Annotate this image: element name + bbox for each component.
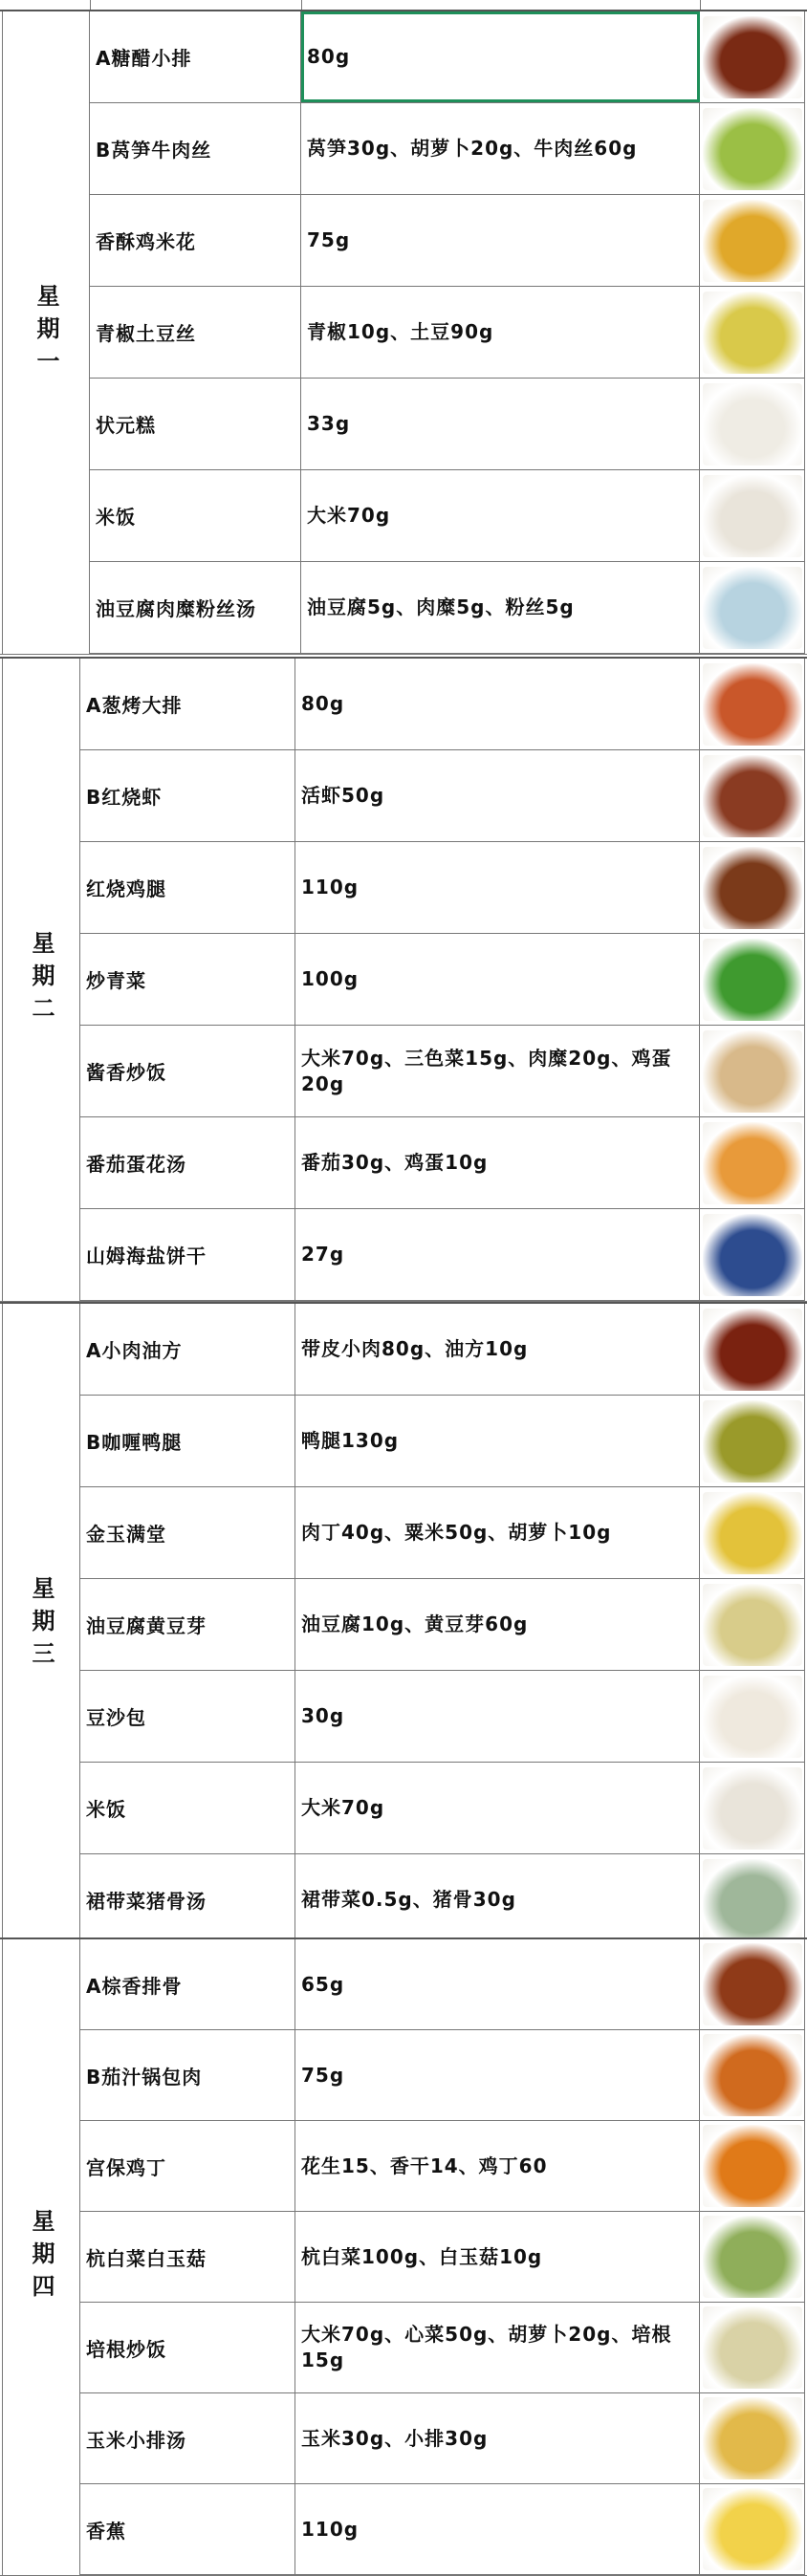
day-label: 星期一 — [33, 284, 59, 381]
dish-name-cell[interactable]: 状元糕 — [90, 379, 301, 469]
table-row — [80, 842, 805, 934]
stir-fried-greens-photo — [703, 939, 802, 1021]
ingredients-cell[interactable]: 大米70g — [301, 470, 700, 561]
braised-shrimp-photo — [703, 755, 802, 837]
dish-name-cell[interactable]: 山姆海盐饼干 — [80, 1209, 295, 1300]
table-row — [90, 11, 805, 103]
day-block-2 — [0, 657, 807, 1302]
dish-name-cell[interactable]: 杭白菜白玉菇 — [80, 2212, 295, 2302]
day-block-3 — [0, 1302, 807, 1947]
ingredients-cell[interactable]: 110g — [295, 842, 700, 933]
dish-name-cell[interactable]: 金玉满堂 — [80, 1487, 295, 1578]
day-label-cell[interactable] — [2, 1304, 80, 1946]
day-label-cell[interactable] — [2, 1939, 80, 2575]
dish-name-cell[interactable]: 油豆腐黄豆芽 — [80, 1579, 295, 1670]
table-row — [80, 2212, 805, 2303]
dish-photo-cell[interactable] — [700, 1763, 805, 1853]
braised-pork-cubes-photo — [703, 1309, 802, 1391]
rice-bowl-photo — [703, 475, 802, 557]
dish-photo-cell[interactable] — [700, 934, 805, 1025]
dish-photo-cell[interactable] — [700, 1939, 805, 2029]
braised-drumstick-photo — [703, 847, 802, 929]
dish-name-cell[interactable]: 培根炒饭 — [80, 2303, 295, 2392]
dish-name-cell[interactable]: A葱烤大排 — [80, 659, 295, 749]
dish-name-cell[interactable]: 豆沙包 — [80, 1671, 295, 1762]
table-row — [80, 1939, 805, 2030]
lettuce-beef-photo — [703, 108, 802, 190]
spare-ribs-photo — [703, 1943, 802, 2025]
dish-name-cell[interactable]: A小肉油方 — [80, 1304, 295, 1395]
dish-name-cell[interactable]: 宫保鸡丁 — [80, 2121, 295, 2211]
seaweed-bone-soup-photo — [703, 1859, 802, 1941]
ingredients-cell[interactable]: 油豆腐10g、黄豆芽60g — [295, 1579, 700, 1670]
ingredients-cell[interactable]: 75g — [301, 195, 700, 286]
tomato-egg-soup-photo — [703, 1122, 802, 1204]
day-label-cell[interactable] — [2, 659, 80, 1301]
dish-name-cell[interactable]: B莴笋牛肉丝 — [90, 103, 301, 194]
ingredients-cell[interactable]: 莴笋30g、胡萝卜20g、牛肉丝60g — [301, 103, 700, 194]
day-label: 星期四 — [28, 2208, 55, 2306]
bacon-fried-rice-photo — [703, 2306, 802, 2389]
ingredients-cell[interactable]: 65g — [295, 1939, 700, 2029]
dish-name-cell[interactable]: 米饭 — [80, 1763, 295, 1853]
day-block-1 — [0, 10, 807, 655]
dish-name-cell[interactable]: 番茄蛋花汤 — [80, 1117, 295, 1208]
day-label: 星期二 — [28, 931, 55, 1028]
ingredients-cell[interactable]: 30g — [295, 1671, 700, 1762]
dish-photo-cell[interactable] — [700, 1026, 805, 1116]
dish-name-cell[interactable]: 玉米小排汤 — [80, 2393, 295, 2483]
dish-photo-cell[interactable] — [700, 562, 805, 653]
table-row — [80, 1117, 805, 1209]
table-row — [80, 934, 805, 1026]
rice-bowl-photo — [703, 1767, 802, 1850]
ingredients-cell[interactable]: 青椒10g、土豆90g — [301, 287, 700, 378]
tofu-soup-photo — [703, 567, 802, 649]
dish-photo-cell[interactable] — [700, 1304, 805, 1395]
ingredients-cell[interactable]: 75g — [295, 2030, 700, 2120]
ingredients-cell[interactable]: 鸭腿130g — [295, 1396, 700, 1486]
dish-photo-cell[interactable] — [700, 1579, 805, 1670]
dish-name-cell[interactable]: B红烧虾 — [80, 750, 295, 841]
table-row — [80, 2393, 805, 2484]
table-row — [90, 470, 805, 562]
popcorn-chicken-photo — [703, 200, 802, 282]
dish-name-cell[interactable]: 香蕉 — [80, 2484, 295, 2574]
dish-name-cell[interactable]: 炒青菜 — [80, 934, 295, 1025]
dish-name-cell[interactable]: 红烧鸡腿 — [80, 842, 295, 933]
table-row — [90, 103, 805, 195]
dish-photo-cell[interactable] — [700, 1117, 805, 1208]
table-row — [80, 2303, 805, 2393]
dish-photo-cell[interactable] — [700, 2484, 805, 2574]
table-row — [80, 1487, 805, 1579]
selected-ingredients-cell[interactable]: 80g — [301, 11, 700, 102]
dish-photo-cell[interactable] — [700, 2121, 805, 2211]
ingredients-cell[interactable]: 玉米30g、小排30g — [295, 2393, 700, 2483]
dish-photo-cell[interactable] — [700, 287, 805, 378]
red-bean-buns-photo — [703, 1676, 802, 1758]
ingredients-cell[interactable]: 裙带菜0.5g、猪骨30g — [295, 1854, 700, 1945]
cabbage-mushroom-photo — [703, 2216, 802, 2298]
table-row — [80, 1026, 805, 1117]
table-row — [80, 1671, 805, 1763]
dish-photo-cell[interactable] — [700, 659, 805, 749]
bean-sprouts-photo — [703, 1584, 802, 1666]
dish-photo-cell[interactable] — [700, 2393, 805, 2483]
ingredients-cell[interactable]: 肉丁40g、粟米50g、胡萝卜10g — [295, 1487, 700, 1578]
table-row — [80, 1396, 805, 1487]
dish-photo-cell[interactable] — [700, 750, 805, 841]
dish-photo-cell[interactable] — [700, 2303, 805, 2392]
sea-salt-crackers-photo — [703, 1214, 802, 1296]
scallion-pork-chop-photo — [703, 663, 802, 746]
ingredients-cell[interactable]: 油豆腐5g、肉糜5g、粉丝5g — [301, 562, 700, 653]
table-row — [80, 659, 805, 750]
table-row — [80, 1854, 805, 1946]
day-block-4 — [0, 1937, 807, 2576]
corn-medley-photo — [703, 1492, 802, 1574]
dish-photo-cell[interactable] — [700, 379, 805, 469]
dish-photo-cell[interactable] — [700, 1487, 805, 1578]
ingredients-cell[interactable]: 大米70g、三色菜15g、肉糜20g、鸡蛋20g — [295, 1026, 700, 1116]
dish-photo-cell[interactable] — [700, 2212, 805, 2302]
ingredients-cell[interactable]: 80g — [295, 659, 700, 749]
day-label-cell[interactable] — [2, 11, 90, 654]
dish-photo-cell[interactable] — [700, 11, 805, 102]
fried-rice-photo — [703, 1030, 802, 1113]
dish-photo-cell[interactable] — [700, 1854, 805, 1945]
table-row — [80, 1579, 805, 1671]
ingredients-cell[interactable]: 活虾50g — [295, 750, 700, 841]
dish-photo-cell[interactable] — [700, 1396, 805, 1486]
ingredients-cell[interactable]: 杭白菜100g、白玉菇10g — [295, 2212, 700, 2302]
curry-duck-leg-photo — [703, 1400, 802, 1483]
dish-name-cell[interactable]: 裙带菜猪骨汤 — [80, 1854, 295, 1945]
ingredients-cell[interactable]: 27g — [295, 1209, 700, 1300]
ingredients-cell[interactable]: 100g — [295, 934, 700, 1025]
table-row — [90, 287, 805, 379]
table-row — [90, 195, 805, 287]
sweet-sour-ribs-photo — [703, 16, 802, 98]
day-label: 星期三 — [28, 1576, 55, 1674]
kung-pao-chicken-photo — [703, 2125, 802, 2207]
dish-photo-cell[interactable] — [700, 195, 805, 286]
ingredients-cell[interactable]: 33g — [301, 379, 700, 469]
table-row — [90, 379, 805, 470]
dish-name-cell[interactable]: 油豆腐肉糜粉丝汤 — [90, 562, 301, 653]
ingredients-cell[interactable]: 大米70g — [295, 1763, 700, 1853]
table-row — [80, 1304, 805, 1396]
dish-name-cell[interactable]: 香酥鸡米花 — [90, 195, 301, 286]
banana-photo — [703, 2488, 802, 2570]
ingredients-cell[interactable]: 110g — [295, 2484, 700, 2574]
ingredients-cell[interactable]: 花生15、香干14、鸡丁60 — [295, 2121, 700, 2211]
rice-cake-photo — [703, 383, 802, 465]
table-row — [80, 2121, 805, 2212]
dish-name-cell[interactable]: 青椒土豆丝 — [90, 287, 301, 378]
dish-photo-cell[interactable] — [700, 842, 805, 933]
table-row — [80, 750, 805, 842]
table-row — [80, 1209, 805, 1301]
dish-photo-cell[interactable] — [700, 2030, 805, 2120]
dish-photo-cell[interactable] — [700, 470, 805, 561]
table-row — [80, 2484, 805, 2575]
dish-name-cell[interactable]: 酱香炒饭 — [80, 1026, 295, 1116]
dish-name-cell[interactable]: 米饭 — [90, 470, 301, 561]
guobaorou-photo — [703, 2034, 802, 2116]
table-row — [90, 562, 805, 654]
ingredients-cell[interactable]: 番茄30g、鸡蛋10g — [295, 1117, 700, 1208]
dish-photo-cell[interactable] — [700, 1209, 805, 1300]
corn-rib-soup-photo — [703, 2397, 802, 2479]
ingredients-cell[interactable]: 大米70g、心菜50g、胡萝卜20g、培根15g — [295, 2303, 700, 2392]
table-row — [80, 1763, 805, 1854]
table-row — [80, 2030, 805, 2121]
ingredients-cell[interactable]: 带皮小肉80g、油方10g — [295, 1304, 700, 1395]
potato-shreds-photo — [703, 292, 802, 374]
dish-photo-cell[interactable] — [700, 1671, 805, 1762]
dish-name-cell[interactable]: A棕香排骨 — [80, 1939, 295, 2029]
dish-name-cell[interactable]: B茄汁锅包肉 — [80, 2030, 295, 2120]
dish-photo-cell[interactable] — [700, 103, 805, 194]
dish-name-cell[interactable]: B咖喱鸭腿 — [80, 1396, 295, 1486]
dish-name-cell[interactable]: A糖醋小排 — [90, 11, 301, 102]
